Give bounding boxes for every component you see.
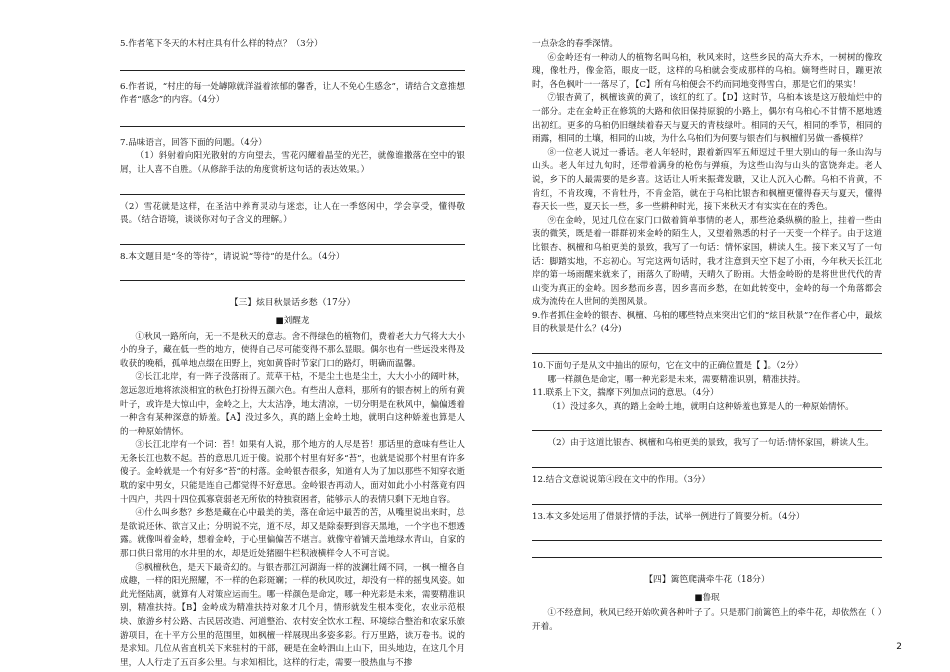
left-column — [120, 38, 465, 670]
answer-line — [120, 116, 465, 127]
question-12: 12.结合文意说说第④段在文中的作用。（3分） — [532, 475, 711, 486]
question-8: 8.本文题目是“冬的等待”，请说说“等待”的是什么。（4分） — [120, 251, 345, 262]
question-7-part-2: （2）雪花就是这样，在圣洁中养育灵动与迷恋，让人在一季悠闲中，学会享受，懂得敬畏。（结合语境，谈谈你对句子含义的理解。） — [120, 201, 465, 226]
author-name: ■刘醒龙 — [275, 315, 310, 326]
paragraph: ①秋风一路所向，无一不是秋天的意志。舍不得绿色的植物们，费着老大力气将大大小小的身子，藏在低一些的地方，使得自己尽可能变得不那么显眼。偶尔也有一些远没来得及收获的晚稻，孤单地点缀在田野上，宛如黄昏时节家门口的路灯，明确而温馨。 — [120, 331, 465, 369]
paragraph: ⑧一位老人说过一番话。老人年轻时，跟着新四军五师逗过千里大别山的每一条山沟与山头。老人年过九旬时，还带着满身的枪伤与弹痕，为这些山沟与山头的富饶奔走。老人说，乡下的人最需要的是乡喜。这话让人听来振聋发聩，又让人沉入心醉。乌桕不肯黄，不肯红，不肯玫瑰，不肯牡丹，不肯金箔，就在于乌桕比银杏和枫檀更懂得春天与夏天，懂得春天长一些，夏天长一些，多一些耕种时光，接下来秋天才有实实在在的秀色。 — [532, 147, 882, 213]
question-11: 11.联系上下文，揣摩下列加点词的意思。（4分） — [532, 388, 719, 399]
answer-line — [532, 457, 882, 468]
paragraph: ④什么叫乡愁？乡愁是藏在心中最美的美，落在命运中最苦的苦，从嘴里说出来时，总是欲说还休、欲言又止；分明说不完，道不尽，却又是除泰野到容天黑地，一个字也不想透露。就像叫着金岭，想着金岭，于心里偏偏苦不堪言。就像守着铺天盖地绿水青山，自家的那口供日常用的水井里的水，却是近处猪圈牛栏积液横样令人不可言说。 — [120, 508, 465, 560]
answer-line — [120, 184, 465, 195]
answer-line — [532, 494, 882, 505]
question-5: 5.作者笔下冬天的木村庄具有什么样的特点？（3分） — [120, 39, 323, 49]
question-7-part-1: （1）斜射着向阳光散射的方向望去，雪花闪耀着晶莹的光芒，就像谁撒落在空中的银屑，让人喜不自胜。（从修辞手法的角度赏析这句话的表达效果。） — [120, 151, 465, 175]
question-10: 10.下面句子是从文中抽出的原句，它在文中的正确位置是【 】。（2分） — [532, 361, 804, 372]
answer-line — [120, 270, 465, 281]
answer-line — [120, 60, 465, 71]
question-13: 13.本文多处运用了借景抒情的手法，试举一例进行了简要分析。（4分） — [532, 511, 805, 522]
paragraph: ①不经意间，秋风已经开始吹黄各种叶子了。只是那门前篱笆上的牵牛花，却依然在（ ）开着。 — [532, 608, 882, 632]
section-title: 【四】篱笆爬满牵牛花（18分） — [644, 575, 770, 586]
question-10-sentence: 哪一样颜色是命定，哪一种光彩是未来，需要精准识别，精准扶持。 — [547, 374, 806, 385]
answer-line — [532, 547, 882, 558]
paragraph: ③长江北岸有一个词：苔！如果有人说，那个地方的人尽是苔！那话里的意味有些让人无条长江也数不起。苔的意思几近于傻。说那个村里有好多“苔”，也就是说那个村里有许多傻子。金岭就是一个有好多“苔”的村落。金岭银杏很多，知道有人为了加以那些不知穿衣逝耽的家中男女，只能是连自己都觉得不好意思。金岭银杏再动人，面对如此小小村落竟有四十四户，共四十四位孤寡衰弱老无所依的特独衰困者，能够示人的表情只剩下无地自容。 — [120, 440, 465, 505]
question-11-part-1: （1）没过多久，真的踏上金岭土地，就明白这种娇羞也算是人的一种原始情怀。 — [547, 401, 854, 412]
section-title: 【三】炫目秋景话乡愁（17分） — [229, 298, 356, 309]
paragraph: ②长江北岸，有一阵子没落雨了。荒草干枯，不是尘土也是尘土，大大小小的阔叶林，忽远忽近地将浓淡相宜的秋色打扮得五颜六色。有些出人意料，那所有的银杏树上的所有黄叶子，或许是大惊山中，金岭之上，大太洁净，地太清凉，一切分明是在秋风中，偏偏透着一种含有某种深意的娇羞。【A】没过多久，真的踏上金岭土地，就明白这种娇羞也算是人的一种原始情怀。 — [120, 372, 465, 437]
page-number: 2 — [896, 642, 902, 652]
paragraph: 一点杂念的春季深情。 — [532, 39, 618, 49]
question-11-part-2: （2）由于这道比银杏、枫檀和乌桕更美的景致，我写了一句话:情怀家国，耕读人生。 — [547, 438, 874, 449]
paragraph: ⑨在金岭，见过几位在家门口做着简单事情的老人，那些沧桑纵横的脸上，挂着一些由衷的微笑，既是着一群群初来金岭的陌生人，又望着熟悉的村子一天变一个样子。由于这道比银杏、枫檀和乌桕更美的景致，我写了一句话：情怀家国，耕读人生。接下来又写了一句话：脚踏实地，不忘初心。写完这两句话时，我才注意到天空下起了小雨，今年秋天长江北岸的第一场雨醒来就来了，雨落久了盼晴，天晴久了盼雨。大悟金岭盼的是将世世代代的青山变为真正的金岭。因乡愁而乡喜，因乡喜而乡愁，在如此转变中，金岭的每一个角落都会成为流传在人世间的美图风景。 — [532, 215, 882, 308]
question-6: 6.作者说，“村庄的每一处罅隙就洋溢着浓郁的馨香，让人不免心生感念”，请结合文意推想作者“感念”的内容。（4分） — [120, 81, 465, 106]
answer-line — [532, 420, 882, 431]
question-7: 7.品味语言，回答下面的问题。（4分） — [120, 137, 267, 148]
author-name: ■鲁珉 — [694, 592, 720, 603]
answer-line — [532, 530, 882, 541]
answer-line — [120, 234, 465, 245]
paragraph: ⑦银杏黄了，枫檀该黄的黄了，该红的红了。【D】这时节，乌桕本该是这万般灿烂中的一部分。走在金岭正在修筑的大路和依旧保持原貌的小路上，偶尔有乌桕心不甘情不愿地透出初红。更多的乌桕仍旧继续着春天与夏天的青枝绿叶。相同的天气，相同的季节，相同的雨露，相同的土壤，相同的山坡，为什么乌桕们为何要与银杏们与枫檀们另做一番模样？ — [532, 93, 882, 145]
right-column — [532, 38, 882, 635]
paragraph: ⑥金岭还有一种动人的植物名叫乌桕，秋风来时，这些乡民的高大乔木，一树树的像玫瑰，像牡丹，像金箔，眼皮一眨，这样的乌桕就会变成那样的乌桕。嫡弩些时日，蹦更浓时，各色枫叶一一落尽了，【C】所有乌桕便会不约而同地变得雪白，那是它们的果实！ — [532, 52, 882, 90]
question-9: 9.作者抓住金岭的银杏、枫檀、乌桕的哪些特点来突出它们的“炫目秋景”?在作者心中，最炫目的秋景是什么？(4分) — [532, 310, 882, 335]
paragraph: ⑤枫檀秋色，是天下最奇幻的。与银杏那江河湖海一样的波澜壮阔不同，一枫一檀各自成趣，一样的阳光照耀，不一样的色彩斑斓；一样的秋风吹过，却没有一样的摇曳风姿。如此光怪陆离，就算有人对策应运而生。哪一样颜色是命定，哪一种光彩是未来，需要精准识别，精准扶持。【B】金岭成为精准扶持对象才几个月，情形就发生根本变化，农业示范根块、旅游乡村公路、古民居改造、河道整治、农村安全饮水工程、环境综合整治和农家乐旅游项目，在十平方公里的范围里，如枫檀一样展现出多姿多彩。行万里路，读万卷书。说的是求知。几位从省直机关下来驻村的干部，硬是在金岭泗山上山下，田头地边，在这几个月里，人人行走了五百多公里。与求知相比，这样的行走，需要一股热血与不掺 — [120, 562, 465, 668]
answer-line — [532, 343, 882, 354]
